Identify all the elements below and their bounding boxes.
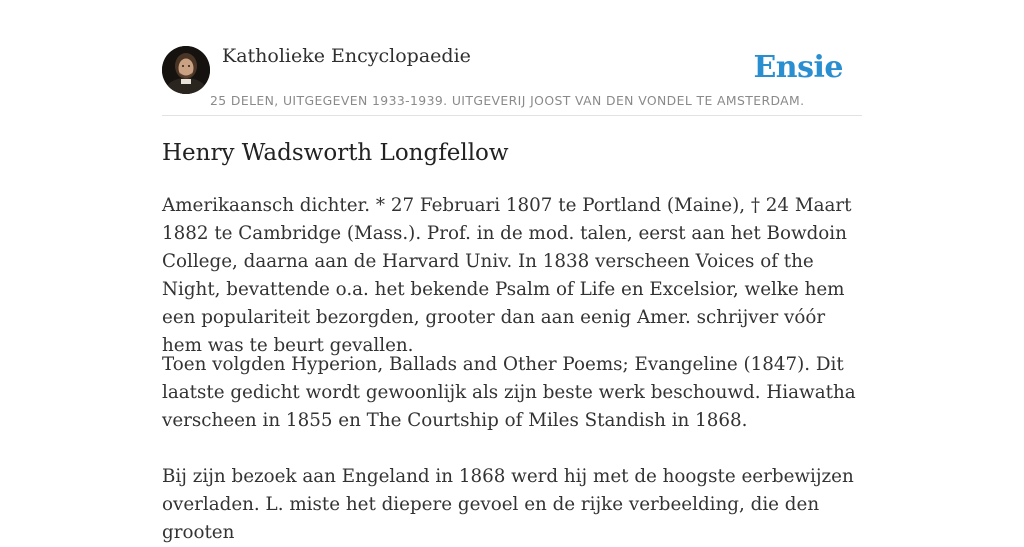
article-title: Henry Wadsworth Longfellow <box>162 140 509 166</box>
brand-logo-link[interactable]: Ensie <box>753 50 843 85</box>
source-header <box>162 0 862 116</box>
source-meta: 25 DELEN, UITGEGEVEN 1933-1939. UITGEVERIJ JOOST VAN DEN VONDEL TE AMSTERDAM. <box>210 93 805 108</box>
portrait-avatar[interactable] <box>162 46 210 94</box>
portrait-icon <box>162 46 210 94</box>
article-paragraph: Amerikaansch dichter. * 27 Februari 1807 te Portland (Maine), † 24 Maart 1882 te Cambridge (Mass.). Prof. in de mod. talen, eerst aan het Bowdoin College, daarna aan de Harvard Univ. In 1838 verscheen Voices of the Night, bevattende o.a. het bekende Psalm of Life en Excelsior, welke hem een populariteit bezorgden, grooter dan aan eenig Amer. schrijver vóór hem was te beurt gevallen. <box>162 195 852 356</box>
page <box>162 0 862 543</box>
article-paragraph: Bij zijn bezoek aan Engeland in 1868 werd hij met de hoogste eerbewijzen overladen. L. miste het diepere gevoel en de rijke verbeelding, die den grooten <box>162 466 854 543</box>
article-paragraph: Toen volgden Hyperion, Ballads and Other Poems; Evangeline (1847). Dit laatste gedicht wordt gewoonlijk als zijn beste werk beschouwd. Hiawatha verscheen in 1855 en The Courtship of Miles Standish in 1868. <box>162 354 856 431</box>
source-title-link[interactable]: Katholieke Encyclopaedie <box>222 45 471 67</box>
